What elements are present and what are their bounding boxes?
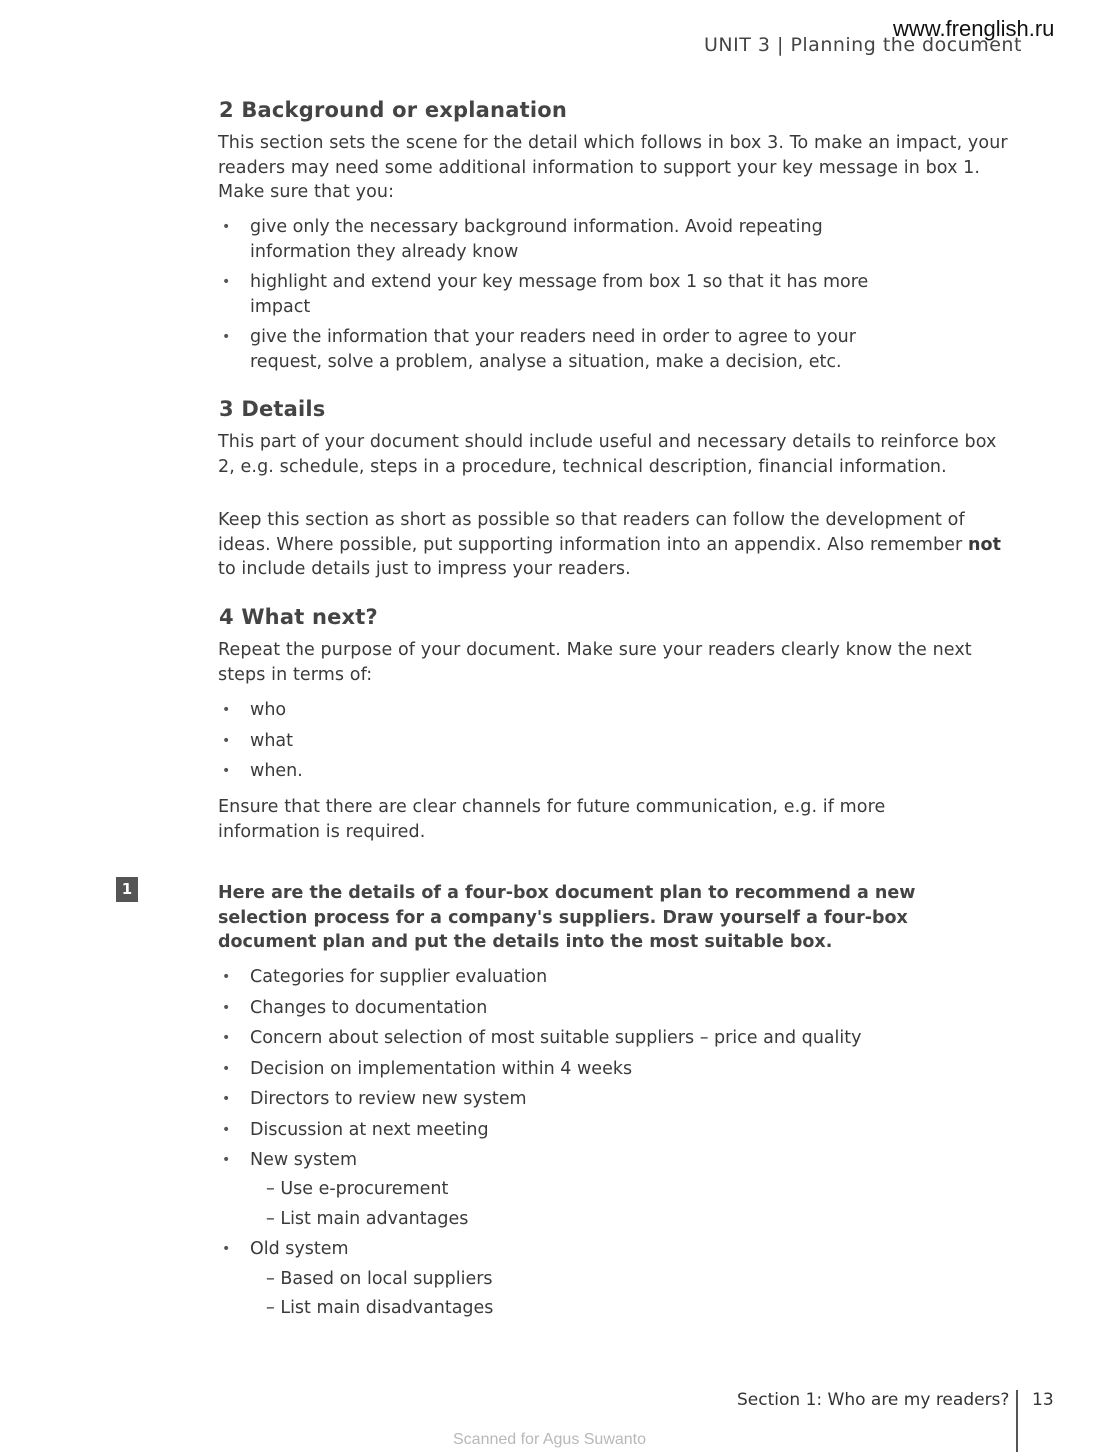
list-item (218, 1118, 978, 1143)
bullet-icon: • (222, 274, 231, 290)
list-item-text: Decision on implementation within 4 weeks (250, 1058, 633, 1079)
bullet-icon: • (222, 999, 231, 1016)
sub-item: – List main advantages (266, 1209, 469, 1229)
bullet-icon: • (222, 732, 231, 749)
bullet-icon: • (222, 1091, 231, 1107)
list-item (218, 215, 898, 264)
bullet-icon: • (222, 1121, 231, 1138)
section-2-intro: This section sets the scene for the detail which follows in box 3. To make an impact, your readers may need some additional information to support your key message in box 1. Make sure that you: (218, 133, 1008, 202)
list-item (218, 1237, 618, 1262)
list-item (218, 729, 618, 754)
list-item-text: Changes to documentation (250, 997, 488, 1018)
sub-item: – List main disadvantages (266, 1298, 494, 1318)
bullet-icon: • (222, 1152, 231, 1168)
bullet-icon: • (222, 702, 231, 718)
list-item (218, 1087, 978, 1112)
section-3-para-1: This part of your document should include useful and necessary details to reinforce box 2, e.g. schedule, steps in a procedure, technical description, financial information. (218, 432, 997, 477)
list-item-text: give only the necessary background information. Avoid repeating information they already know (250, 217, 823, 262)
list-item-text: when. (250, 761, 303, 781)
list-item-text: highlight and extend your key message from box 1 so that it has more impact (250, 272, 869, 317)
section-4-outro: Ensure that there are clear channels for future communication, e.g. if more information is required. (218, 797, 886, 842)
exercise-items-continued (218, 1237, 618, 1262)
list-item (218, 965, 978, 990)
section-4-intro: Repeat the purpose of your document. Make sure your readers clearly know the next steps in terms of: (218, 640, 972, 685)
exercise-number-badge: 1 (116, 877, 138, 902)
bullet-icon: • (222, 969, 231, 985)
list-item (218, 759, 618, 784)
bullet-icon: • (222, 219, 231, 235)
list-item (218, 1026, 978, 1051)
list-item-text: Discussion at next meeting (250, 1119, 489, 1140)
page-number: 13 (1032, 1390, 1054, 1410)
list-item-text: New system (250, 1150, 357, 1170)
watermark: www.frenglish.ru (893, 16, 1055, 41)
sub-item: – Use e-procurement (266, 1179, 449, 1199)
list-item-text: what (250, 730, 293, 751)
section-4-bullets (218, 698, 618, 784)
bullet-icon: • (222, 1030, 231, 1046)
footer-section-title: Section 1: Who are my readers? (737, 1390, 1010, 1410)
exercise-instruction: Here are the details of a four-box document plan to recommend a new selection process for a company's suppliers. Draw yourself a four-box document plan and put the details into the most suitable box. (218, 883, 916, 952)
list-item (218, 1057, 978, 1082)
bullet-icon: • (222, 1060, 231, 1077)
list-item-text: give the information that your readers need in order to agree to your request, solve a problem, analyse a situation, make a decision, etc. (250, 327, 856, 372)
emphasis-not: not (967, 534, 1002, 555)
section-4-heading: 4 What next? (219, 605, 378, 629)
section-3-heading: 3 Details (219, 397, 326, 421)
list-item-text: Categories for supplier evaluation (250, 967, 548, 987)
list-item-text: Concern about selection of most suitable suppliers – price and quality (250, 1028, 862, 1048)
section-2-bullets (218, 215, 898, 374)
bullet-icon: • (222, 329, 231, 345)
list-item-text: who (250, 700, 287, 720)
section-2-heading: 2 Background or explanation (219, 98, 567, 122)
list-item (218, 698, 618, 723)
list-item (218, 996, 978, 1021)
scan-note: Scanned for Agus Suwanto (453, 1431, 647, 1448)
list-item-text: Directors to review new system (250, 1089, 527, 1109)
bullet-icon: • (222, 1241, 231, 1257)
list-item (218, 325, 898, 374)
sub-item: – Based on local suppliers (266, 1269, 493, 1289)
section-3-para-2: Keep this section as short as possible so that readers can follow the development of ideas. Where possible, put supporting information into an appendix. Also remember not to include details just to impress your readers. (218, 510, 1002, 579)
footer-divider (1016, 1390, 1018, 1452)
list-item (218, 270, 898, 319)
bullet-icon: • (222, 763, 231, 779)
list-item (218, 1148, 978, 1173)
list-item-text: Old system (250, 1239, 349, 1259)
running-header: UNIT 3 | Planning the document (704, 34, 1022, 56)
exercise-items (218, 965, 978, 1179)
